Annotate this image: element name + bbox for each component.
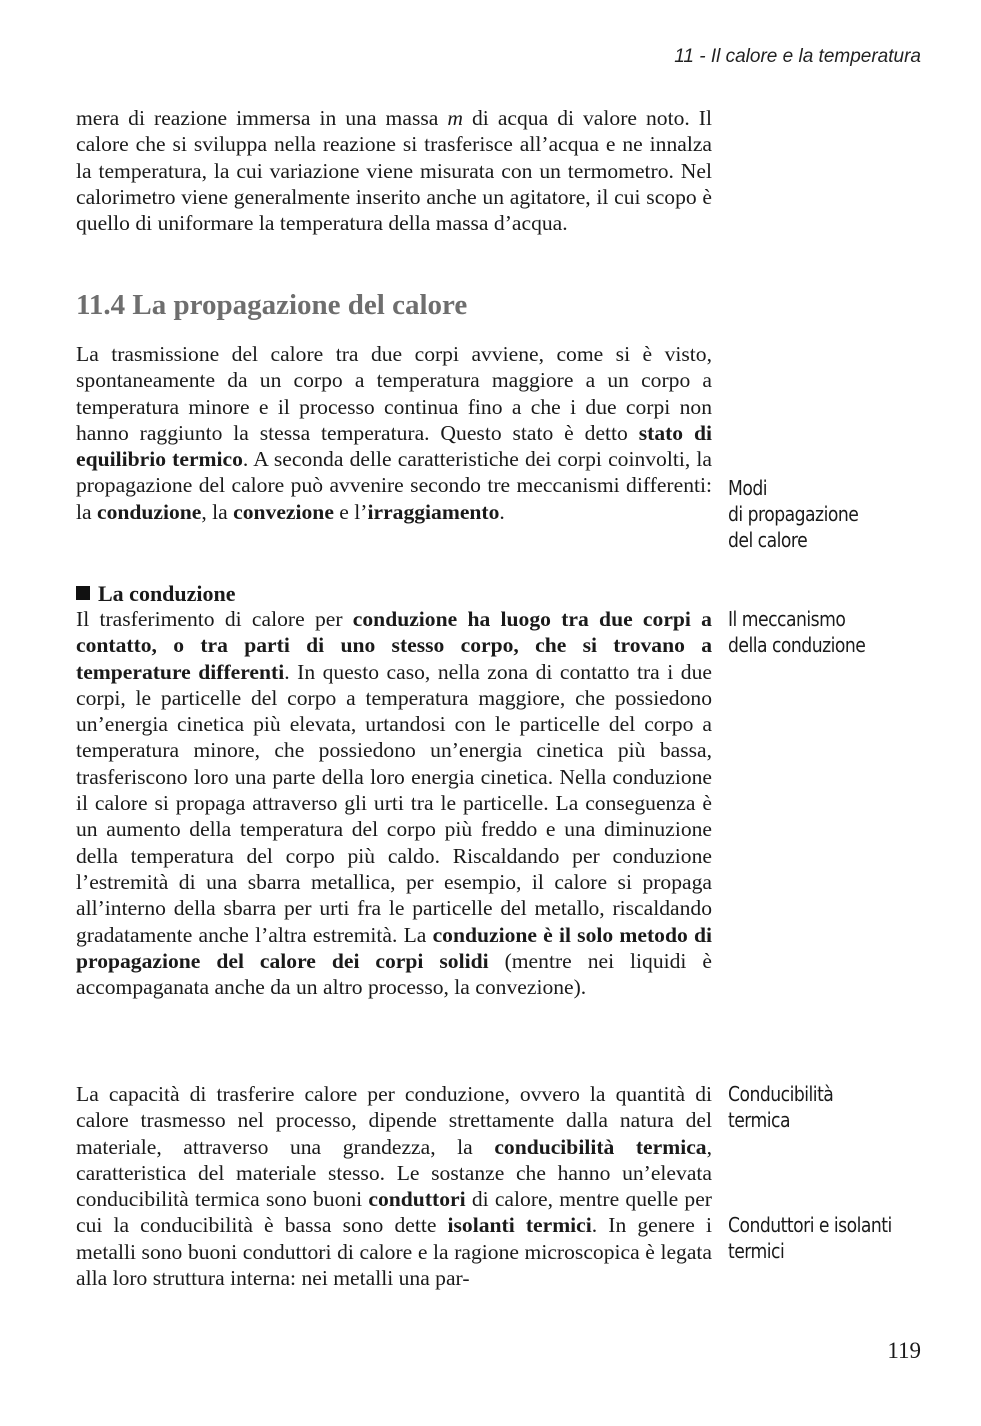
section-paragraph: La trasmissione del calore tra due corpi avviene, come si è visto, spontaneamente da un corpo a temperatura maggiore a un corpo a temperatura minore e il processo continua fino a che i due corpi non hanno raggiunto la stessa temperatura. Questo stato è detto stato di equilibrio termico. A seconda delle caratteristiche dei corpi coinvolti, la propagazione del calore può avvenire secondo tre meccanismi differenti: la conduzione, la convezione e l’irraggiamento.: [76, 342, 712, 524]
square-bullet-icon: [76, 586, 90, 600]
margin-note-thermal-conductivity: Conducibilità termica: [728, 1082, 834, 1132]
conduction-paragraph-2: La capacità di trasferire calore per conduzione, ovvero la quantità di calore trasmesso nel processo, dipende strettamente dalla natura del materiale, attraverso una grandezza, la conducibilità termica, caratteristica del materiale stesso. Le sostanze che hanno un’elevata conducibilità termica sono buoni conduttori di calore, mentre quelle per cui la conducibilità è bassa sono dette isolanti termici. In genere i metalli sono buoni conduttori di calore e la ragione microscopica è legata alla loro struttura interna: nei metalli una par-: [76, 1082, 712, 1291]
page-number: 119: [887, 1338, 921, 1363]
margin-note-conductors-insulators: Conduttori e isolanti termici: [728, 1213, 892, 1263]
running-header: 11 - Il calore e la temperatura: [674, 46, 921, 67]
margin-note-conduction-mechanism: Il meccanismo della conduzione: [728, 607, 866, 657]
conduction-paragraph-1: Il trasferimento di calore per conduzione ha luogo tra due corpi a contatto, o tra parti di uno stesso corpo, che si trovano a temperature differenti. In questo caso, nella zona di contatto tra i due corpi, le particelle del corpo a temperatura maggiore, che possiedono un’energia cinetica più elevata, urtandosi con le particelle del corpo a temperatura minore, che possiedono un’energia cinetica più bassa, trasferiscono loro una parte della loro energia cinetica. Nella conduzione il calore si propaga attraverso gli urti tra le particelle. La conseguenza è un aumento della temperatura del corpo più freddo e una diminuzione della temperatura del corpo più caldo. Riscaldando per conduzione l’estremità di una sbarra metallica, per esempio, il calore si propaga all’interno della sbarra per urti fra le particelle del metallo, riscaldando gradatamente anche l’altra estremità. La conduzione è il solo metodo di propagazione del calore dei corpi solidi (mentre nei liquidi è accompaganata anche da un altro processo, la convezione).: [76, 607, 712, 1000]
subheading-conduction: La conduzione: [76, 581, 236, 607]
intro-paragraph: mera di reazione immersa in una massa m di acqua di valore noto. Il calore che si sviluppa nella reazione si trasferisce all’acqua e ne innalza la temperatura, la cui variazione viene misurata con un termometro. Nel calorimetro viene generalmente inserito anche un agitatore, il cui scopo è quello di uniformare la temperatura della massa d’acqua.: [76, 106, 712, 236]
mass-symbol: m: [447, 106, 463, 130]
margin-note-propagation-modes: Modi di propagazione del calore: [728, 476, 859, 552]
section-title: 11.4 La propagazione del calore: [76, 289, 468, 321]
